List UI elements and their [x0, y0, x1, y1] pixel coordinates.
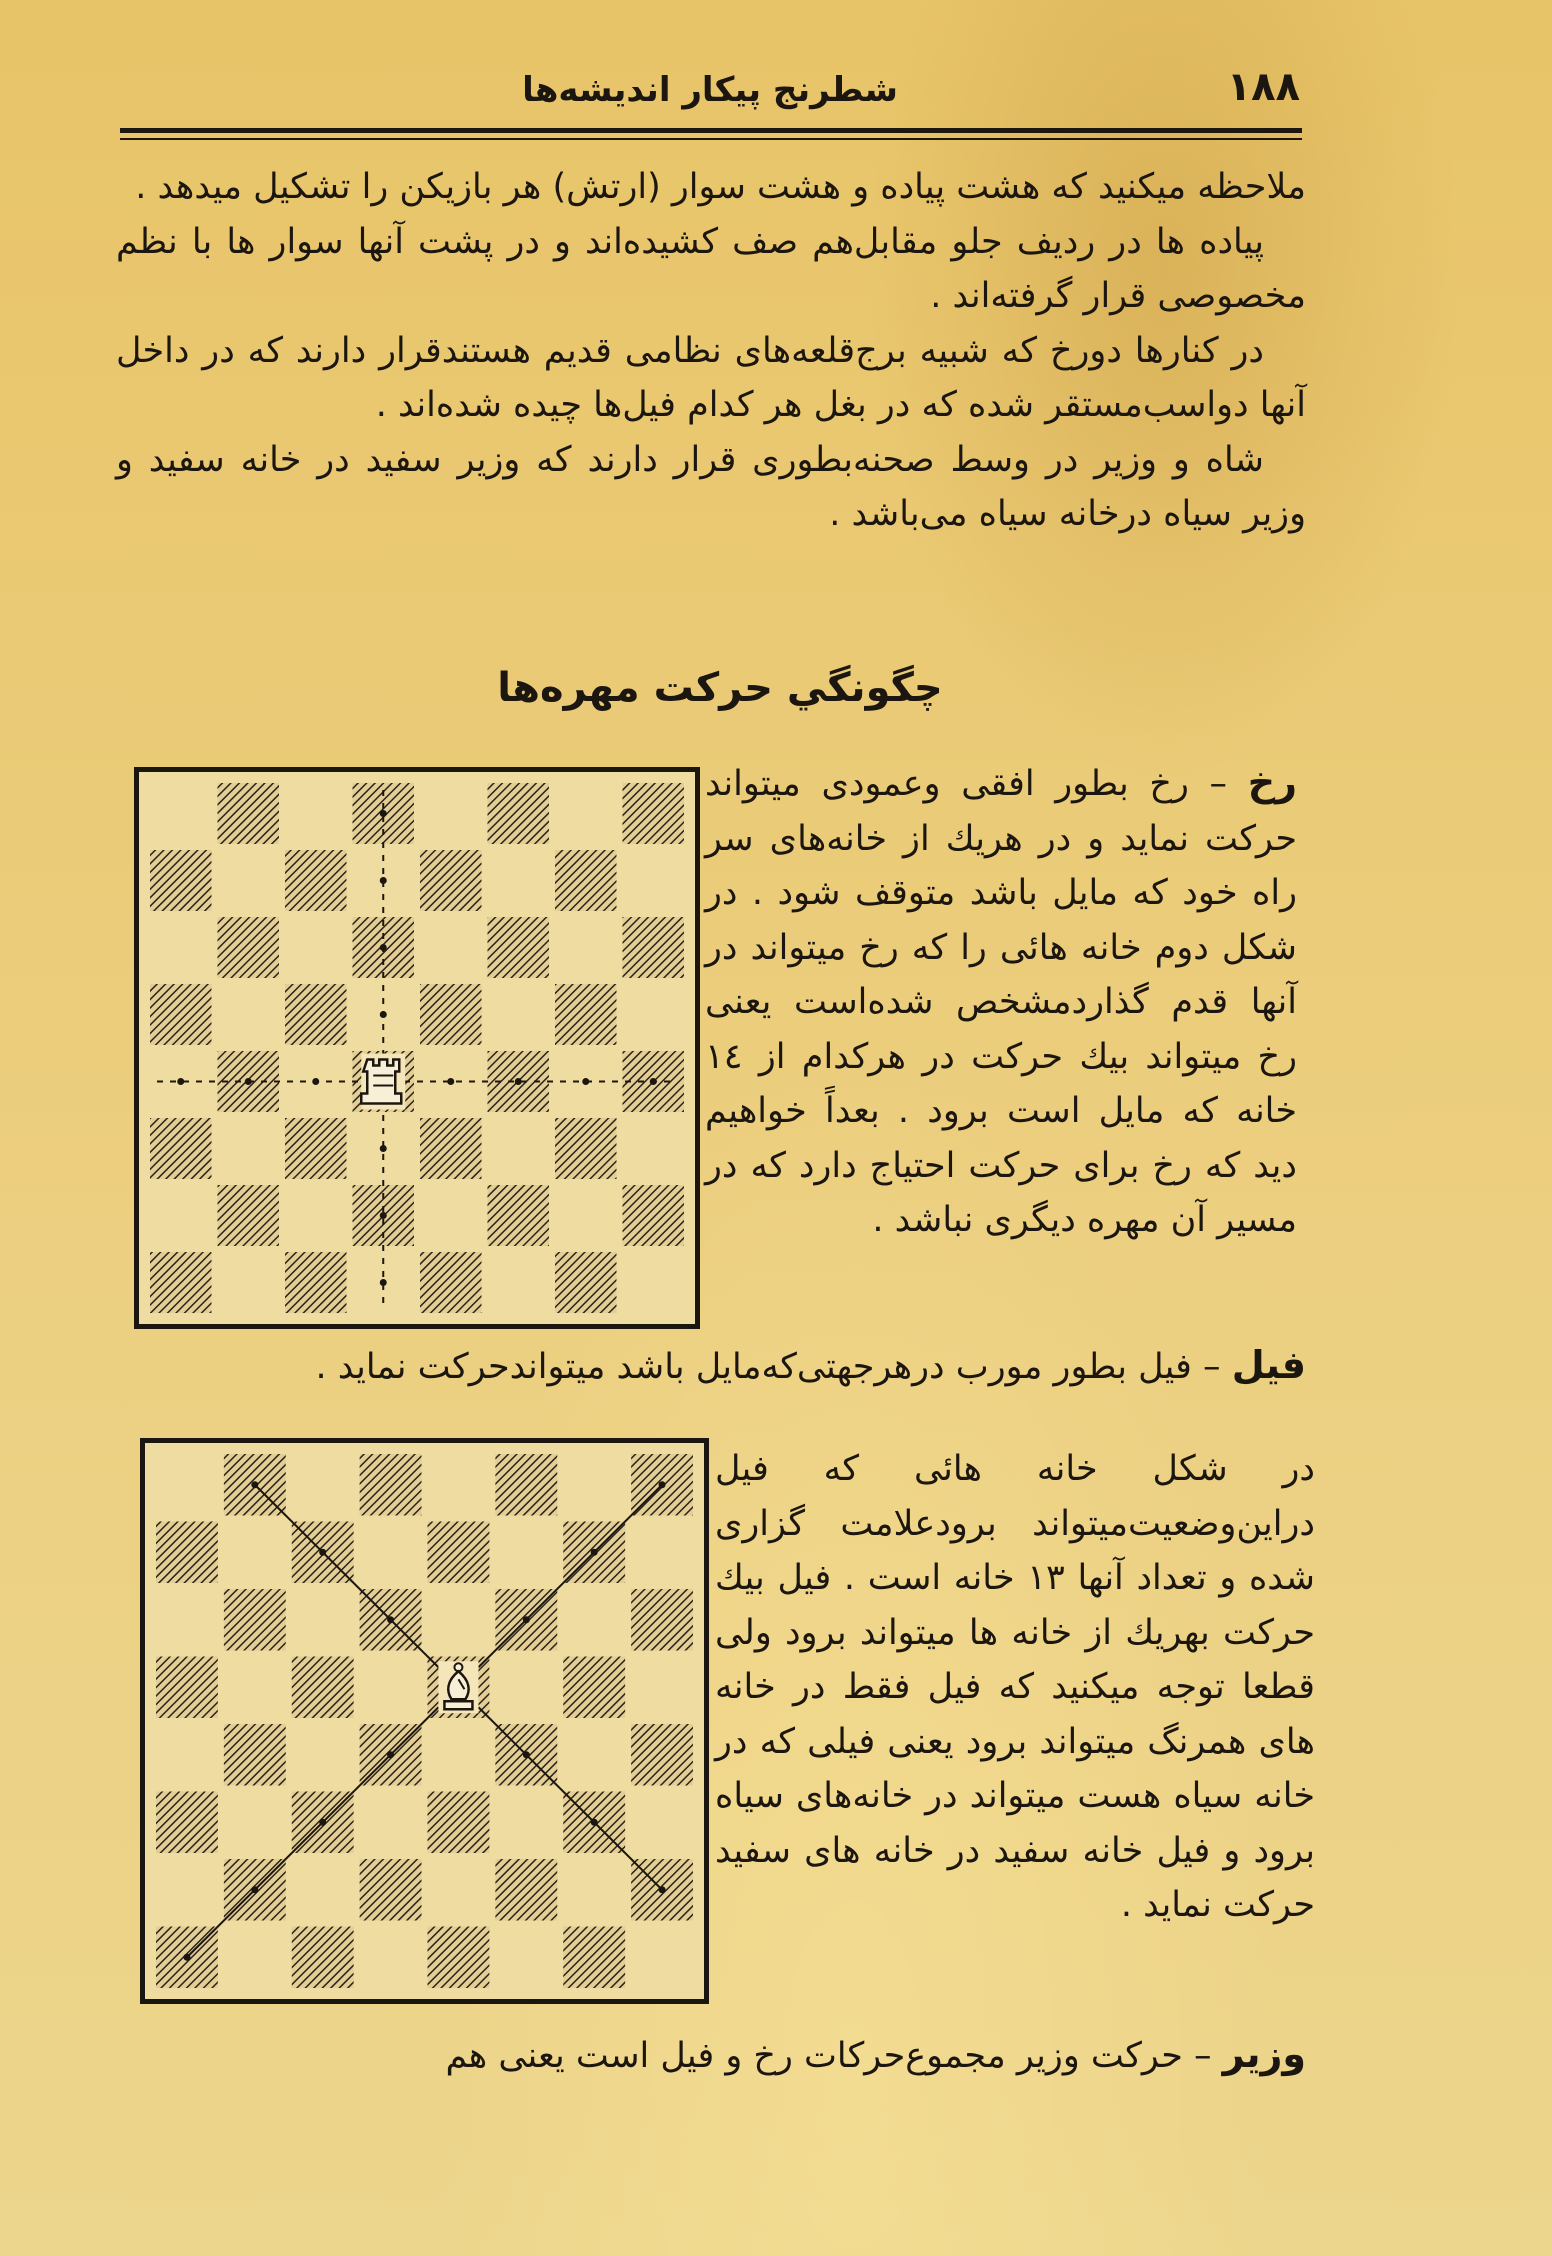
dark-square	[488, 783, 550, 844]
dark-square	[420, 1118, 482, 1179]
move-marker	[380, 1011, 387, 1018]
move-marker	[251, 1886, 258, 1893]
dark-square	[285, 984, 347, 1045]
move-marker	[380, 877, 387, 884]
section-title: چگونگي حرکت مهره‌ها	[497, 665, 943, 711]
move-marker	[387, 1751, 394, 1758]
dark-square	[563, 1657, 625, 1719]
rook-icon	[361, 1054, 405, 1110]
move-marker	[380, 1212, 387, 1219]
move-marker	[251, 1481, 258, 1488]
dark-square	[292, 1927, 354, 1989]
dark-square	[488, 917, 550, 978]
dark-square	[555, 1118, 617, 1179]
dark-square	[555, 1252, 617, 1313]
dark-square	[623, 1185, 685, 1246]
dark-square	[285, 850, 347, 911]
dark-square	[420, 1252, 482, 1313]
dark-square	[563, 1927, 625, 1989]
rook-text: – رخ بطور افقی وعمودی میتواند حرکت نماید و در هریك از خانه‌های سر راه خود که مایل باشد متوقف شود . در شکل دوم خانه هائی را که رخ میتواند در آنها قدم گذاردمشخص شده‌است یعنی رخ میتواند بیك حرکت در هرکدام از ١٤ خانه که مایل است برود . بعداً خواهیم دید که رخ برای حرکت احتیاج دارد که در مسیر آن مهره دیگری نباشد .	[705, 764, 1297, 1240]
dark-square	[495, 1859, 557, 1921]
rook-diagram	[134, 767, 700, 1329]
move-marker	[591, 1819, 598, 1826]
dark-square	[224, 1724, 286, 1786]
move-marker	[380, 944, 387, 951]
rook-board-svg	[139, 772, 695, 1324]
rook-description	[705, 755, 1297, 1248]
dark-square	[428, 1927, 490, 1989]
bishop-intro-text: – فیل بطور مورب درهرجهتی‌که‌مایل باشد میتواندحرکت نماید .	[315, 1347, 1221, 1387]
move-marker	[380, 1145, 387, 1152]
queen-keyword: وزیر	[1222, 2032, 1306, 2076]
bishop-intro	[116, 1338, 1306, 1394]
dark-square	[623, 917, 685, 978]
move-marker	[515, 1078, 522, 1085]
dark-square	[360, 1454, 422, 1516]
dark-square	[224, 1589, 286, 1651]
move-marker	[659, 1886, 666, 1893]
move-marker	[245, 1078, 252, 1085]
move-marker	[183, 1954, 190, 1961]
move-marker	[523, 1616, 530, 1623]
bishop-keyword: فیل	[1231, 1343, 1306, 1387]
intro-text	[116, 160, 1306, 542]
page-number: ۱۸۸	[1226, 64, 1300, 110]
bishop-board-svg	[145, 1443, 704, 1999]
rook-keyword: رخ	[1247, 760, 1297, 804]
page-header	[120, 60, 1300, 122]
dark-square	[285, 1118, 347, 1179]
move-marker	[319, 1819, 326, 1826]
intro-paragraph-2: پیاده ها در ردیف جلو مقابل‌هم صف کشیده‌اند و در پشت آنها سوار ها با نظم مخصوصی قرار گرفته‌اند .	[116, 222, 1306, 316]
dark-square	[218, 783, 280, 844]
move-marker	[650, 1078, 657, 1085]
move-marker	[380, 1279, 387, 1286]
dark-square	[156, 1657, 218, 1719]
dark-square	[555, 850, 617, 911]
move-marker	[523, 1751, 530, 1758]
intro-paragraph-4: شاه و وزیر در وسط صحنه‌بطوری قرار دارند که وزیر سفید در خانه سفید و وزیر سیاه درخانه سیاه می‌باشد .	[116, 440, 1306, 534]
dark-square	[631, 1724, 693, 1786]
move-marker	[387, 1616, 394, 1623]
book-title: شطرنج پیکار اندیشه‌ها	[522, 70, 898, 110]
dark-square	[495, 1454, 557, 1516]
dark-square	[150, 1118, 212, 1179]
queen-description	[120, 2027, 1306, 2083]
dark-square	[488, 1185, 550, 1246]
move-marker	[319, 1549, 326, 1556]
dark-square	[218, 917, 280, 978]
dark-square	[420, 984, 482, 1045]
dark-square	[428, 1522, 490, 1584]
dark-square	[360, 1859, 422, 1921]
intro-paragraph-1: ملاحظه میکنید که هشت پیاده و هشت سوار (ارتش) هر بازیکن را تشکیل میدهد .	[135, 167, 1306, 207]
dark-square	[218, 1185, 280, 1246]
dark-square	[156, 1792, 218, 1854]
bishop-description: در شکل خانه هائی که فیل دراین‌وضعیت‌میتواند برودعلامت گزاری شده و تعداد آنها ١٣ خانه است . فیل بیك حرکت بهریك از خانه ها میتواند برود ولی قطعا توجه میکنید که فیل فقط در خانه های همرنگ میتواند برود یعنی فیلی که در خانه سیاه هست میتواند در خانه‌های سیاه برود و فیل خانه سفید در خانه های سفید حرکت نماید .	[715, 1449, 1316, 1925]
dark-square	[150, 850, 212, 911]
move-marker	[177, 1078, 184, 1085]
bishop-icon	[438, 1661, 478, 1713]
bishop-diagram	[140, 1438, 709, 2004]
dark-square	[156, 1522, 218, 1584]
dark-square	[631, 1589, 693, 1651]
dark-square	[292, 1657, 354, 1719]
header-rule-thin	[120, 138, 1302, 140]
dark-square	[555, 984, 617, 1045]
bishop-move-lines	[187, 1485, 662, 1958]
dark-square	[428, 1792, 490, 1854]
dark-square	[150, 984, 212, 1045]
dark-square	[623, 783, 685, 844]
dark-square	[420, 850, 482, 911]
intro-paragraph-3: در کنارها دورخ که شبیه برج‌قلعه‌های نظامی قدیم هستندقرار دارند که در داخل آنها دواسب‌مستقر شده که در بغل هر کدام فیل‌ها چیده شده‌اند .	[116, 331, 1306, 425]
move-marker	[591, 1549, 598, 1556]
dark-square	[285, 1252, 347, 1313]
move-marker	[659, 1481, 666, 1488]
move-marker	[380, 810, 387, 817]
header-rule-thick	[120, 128, 1302, 133]
move-marker	[312, 1078, 319, 1085]
move-marker	[447, 1078, 454, 1085]
move-marker	[582, 1078, 589, 1085]
dark-square	[150, 1252, 212, 1313]
queen-text: – حرکت وزیر مجموع‌حرکات رخ و فیل است یعنی هم	[445, 2036, 1212, 2076]
